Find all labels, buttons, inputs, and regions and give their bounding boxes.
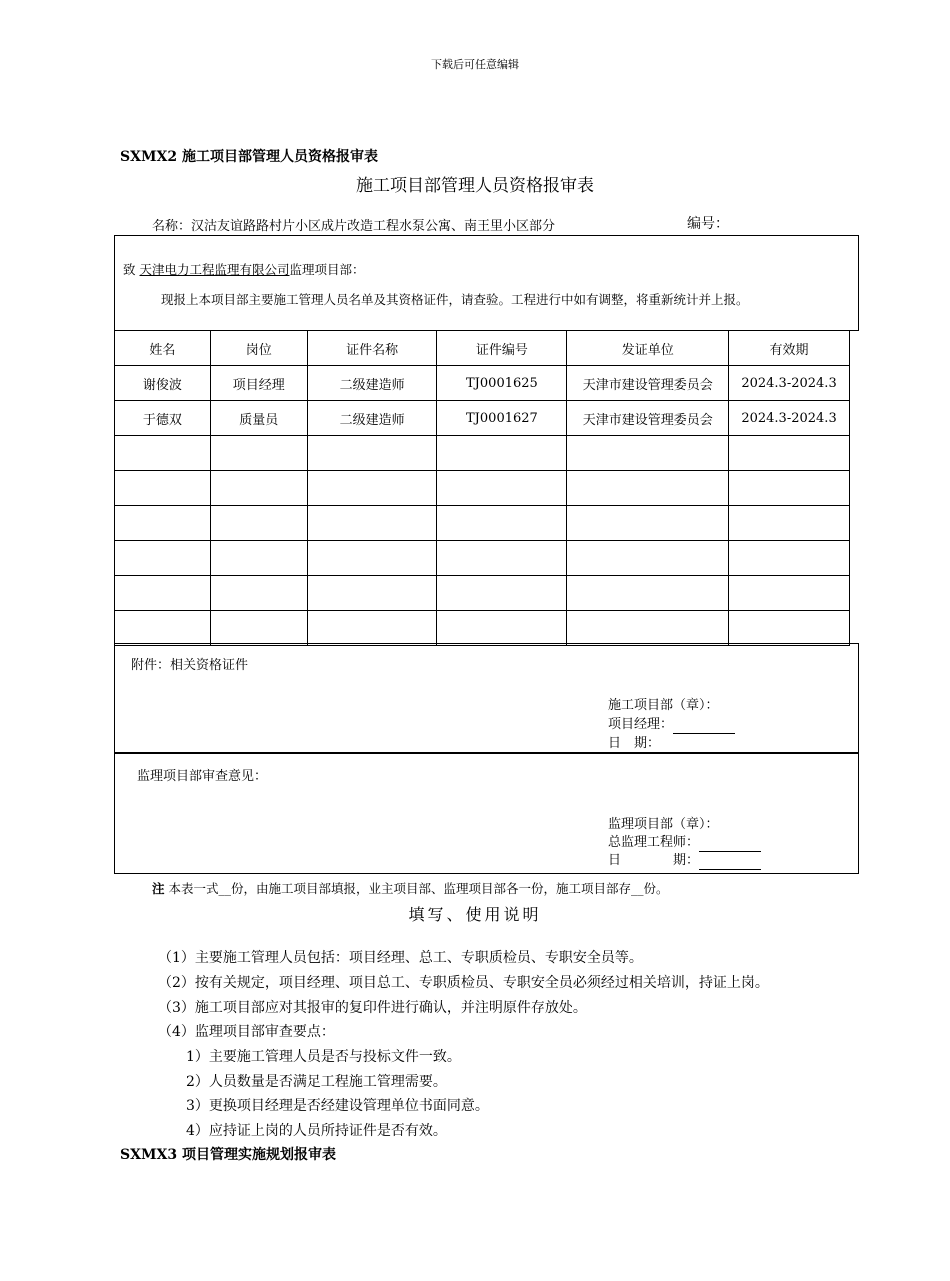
instruction-subitem: 1）主要施工管理人员是否与投标文件一致。 xyxy=(186,1049,461,1065)
construction-signature xyxy=(608,696,735,753)
to-prefix: 致 xyxy=(123,262,136,277)
table-cell: 2024.3-2024.3 xyxy=(729,401,850,436)
table-cell xyxy=(437,506,567,541)
table-cell xyxy=(567,471,729,506)
table-cell: 于德双 xyxy=(115,401,211,436)
table-cell xyxy=(437,541,567,576)
to-suffix: 监理项目部： xyxy=(289,262,365,277)
table-cell xyxy=(567,506,729,541)
note xyxy=(152,879,669,897)
table-cell: 2024.3-2024.3 xyxy=(729,366,850,401)
staff-table xyxy=(114,330,850,646)
table-row xyxy=(115,541,850,576)
instruction-item: （3）施工项目部应对其报审的复印件进行确认，并注明原件存放处。 xyxy=(158,1000,587,1016)
table-row xyxy=(115,401,850,436)
table-cell xyxy=(307,471,437,506)
col-header-position: 岗位 xyxy=(210,331,307,366)
table-header-row xyxy=(115,331,850,366)
supervision-dept: 监理项目部（章）： xyxy=(608,817,719,832)
table-cell xyxy=(210,471,307,506)
col-header-cert-name: 证件名称 xyxy=(307,331,437,366)
table-cell xyxy=(307,541,437,576)
construction-dept: 施工项目部（章）： xyxy=(608,698,719,713)
table-cell: TJ0001627 xyxy=(437,401,567,436)
instruction-item: （2）按有关规定，项目经理、项目总工、专职质检员、专职安全员必须经过相关培训，持证上岗。 xyxy=(158,975,769,991)
col-header-validity: 有效期 xyxy=(729,331,850,366)
table-cell xyxy=(729,436,850,471)
table-row xyxy=(115,436,850,471)
table-cell: TJ0001625 xyxy=(437,366,567,401)
table-cell xyxy=(567,611,729,646)
table-row xyxy=(115,471,850,506)
instruction-subitem: 4）应持证上岗的人员所持证件是否有效。 xyxy=(186,1123,447,1139)
table-cell xyxy=(729,471,850,506)
construction-date-blank[interactable] xyxy=(660,738,722,753)
table-cell xyxy=(115,541,211,576)
table-cell xyxy=(210,436,307,471)
addressee-box xyxy=(114,235,859,331)
col-header-name: 姓名 xyxy=(115,331,211,366)
table-cell: 天津市建设管理委员会 xyxy=(567,401,729,436)
table-cell xyxy=(567,576,729,611)
supervision-signature xyxy=(608,816,761,870)
to-company: 天津电力工程监理有限公司 xyxy=(139,262,290,277)
table-row xyxy=(115,576,850,611)
supervision-date-blank[interactable] xyxy=(699,855,761,870)
manager-blank[interactable] xyxy=(673,719,735,734)
table-cell xyxy=(307,506,437,541)
chief-label: 总监理工程师： xyxy=(608,835,700,850)
table-cell xyxy=(115,471,211,506)
note-label: 注 xyxy=(152,881,165,896)
form-code: SXMX2 施工项目部管理人员资格报审表 xyxy=(120,149,378,165)
table-cell xyxy=(115,611,211,646)
form-title: 施工项目部管理人员资格报审表 xyxy=(356,176,594,196)
table-cell xyxy=(729,576,850,611)
table-cell xyxy=(729,611,850,646)
manager-label: 项目经理： xyxy=(608,717,674,732)
table-cell xyxy=(115,436,211,471)
number-label: 编号： xyxy=(687,216,729,232)
table-cell xyxy=(307,611,437,646)
instruction-item: （4）监理项目部审查要点： xyxy=(158,1024,335,1040)
table-cell: 二级建造师 xyxy=(307,401,437,436)
attachment-label: 附件：相关资格证件 xyxy=(131,658,249,673)
note-text: 本表一式__份，由施工项目部填报，业主项目部、监理项目部各一份，施工项目部存__份。 xyxy=(168,881,669,896)
table-cell: 项目经理 xyxy=(210,366,307,401)
table-cell xyxy=(437,436,567,471)
table-cell xyxy=(437,611,567,646)
review-box xyxy=(114,752,859,874)
attachment-box xyxy=(114,643,859,754)
table-cell xyxy=(567,541,729,576)
table-cell xyxy=(437,576,567,611)
table-cell: 谢俊波 xyxy=(115,366,211,401)
report-text: 现报上本项目部主要施工管理人员名单及其资格证件，请查验。工程进行中如有调整，将重新统计并上报。 xyxy=(161,292,749,307)
table-cell xyxy=(210,541,307,576)
construction-date-label: 日 期： xyxy=(608,736,661,751)
review-label: 监理项目部审查意见： xyxy=(137,769,268,784)
table-cell xyxy=(729,541,850,576)
table-cell xyxy=(567,436,729,471)
table-row xyxy=(115,506,850,541)
table-cell xyxy=(115,506,211,541)
table-cell xyxy=(307,576,437,611)
table-cell xyxy=(115,576,211,611)
table-cell xyxy=(437,471,567,506)
instruction-item: （1）主要施工管理人员包括：项目经理、总工、专职质检员、专职安全员等。 xyxy=(158,950,643,966)
table-cell xyxy=(729,506,850,541)
col-header-cert-number: 证件编号 xyxy=(437,331,567,366)
table-cell xyxy=(307,436,437,471)
instruction-subitem: 3）更换项目经理是否经建设管理单位书面同意。 xyxy=(186,1098,489,1114)
next-form-code: SXMX3 项目管理实施规划报审表 xyxy=(120,1147,336,1163)
supervision-date-label: 日 期： xyxy=(608,853,700,868)
instruction-subitem: 2）人员数量是否满足工程施工管理需要。 xyxy=(186,1074,447,1090)
table-row xyxy=(115,366,850,401)
table-cell: 二级建造师 xyxy=(307,366,437,401)
chief-blank[interactable] xyxy=(699,837,761,852)
table-cell xyxy=(210,611,307,646)
col-header-issuer: 发证单位 xyxy=(567,331,729,366)
table-row xyxy=(115,611,850,646)
table-cell xyxy=(210,506,307,541)
table-cell: 质量员 xyxy=(210,401,307,436)
table-cell xyxy=(210,576,307,611)
table-cell: 天津市建设管理委员会 xyxy=(567,366,729,401)
project-name: 名称：汉沽友谊路路村片小区成片改造工程水泵公寓、南王里小区部分 xyxy=(152,219,556,234)
instructions-title: 填写、使用说明 xyxy=(408,905,542,924)
header-note: 下载后可任意编辑 xyxy=(431,58,519,71)
addressee-line xyxy=(123,260,365,278)
